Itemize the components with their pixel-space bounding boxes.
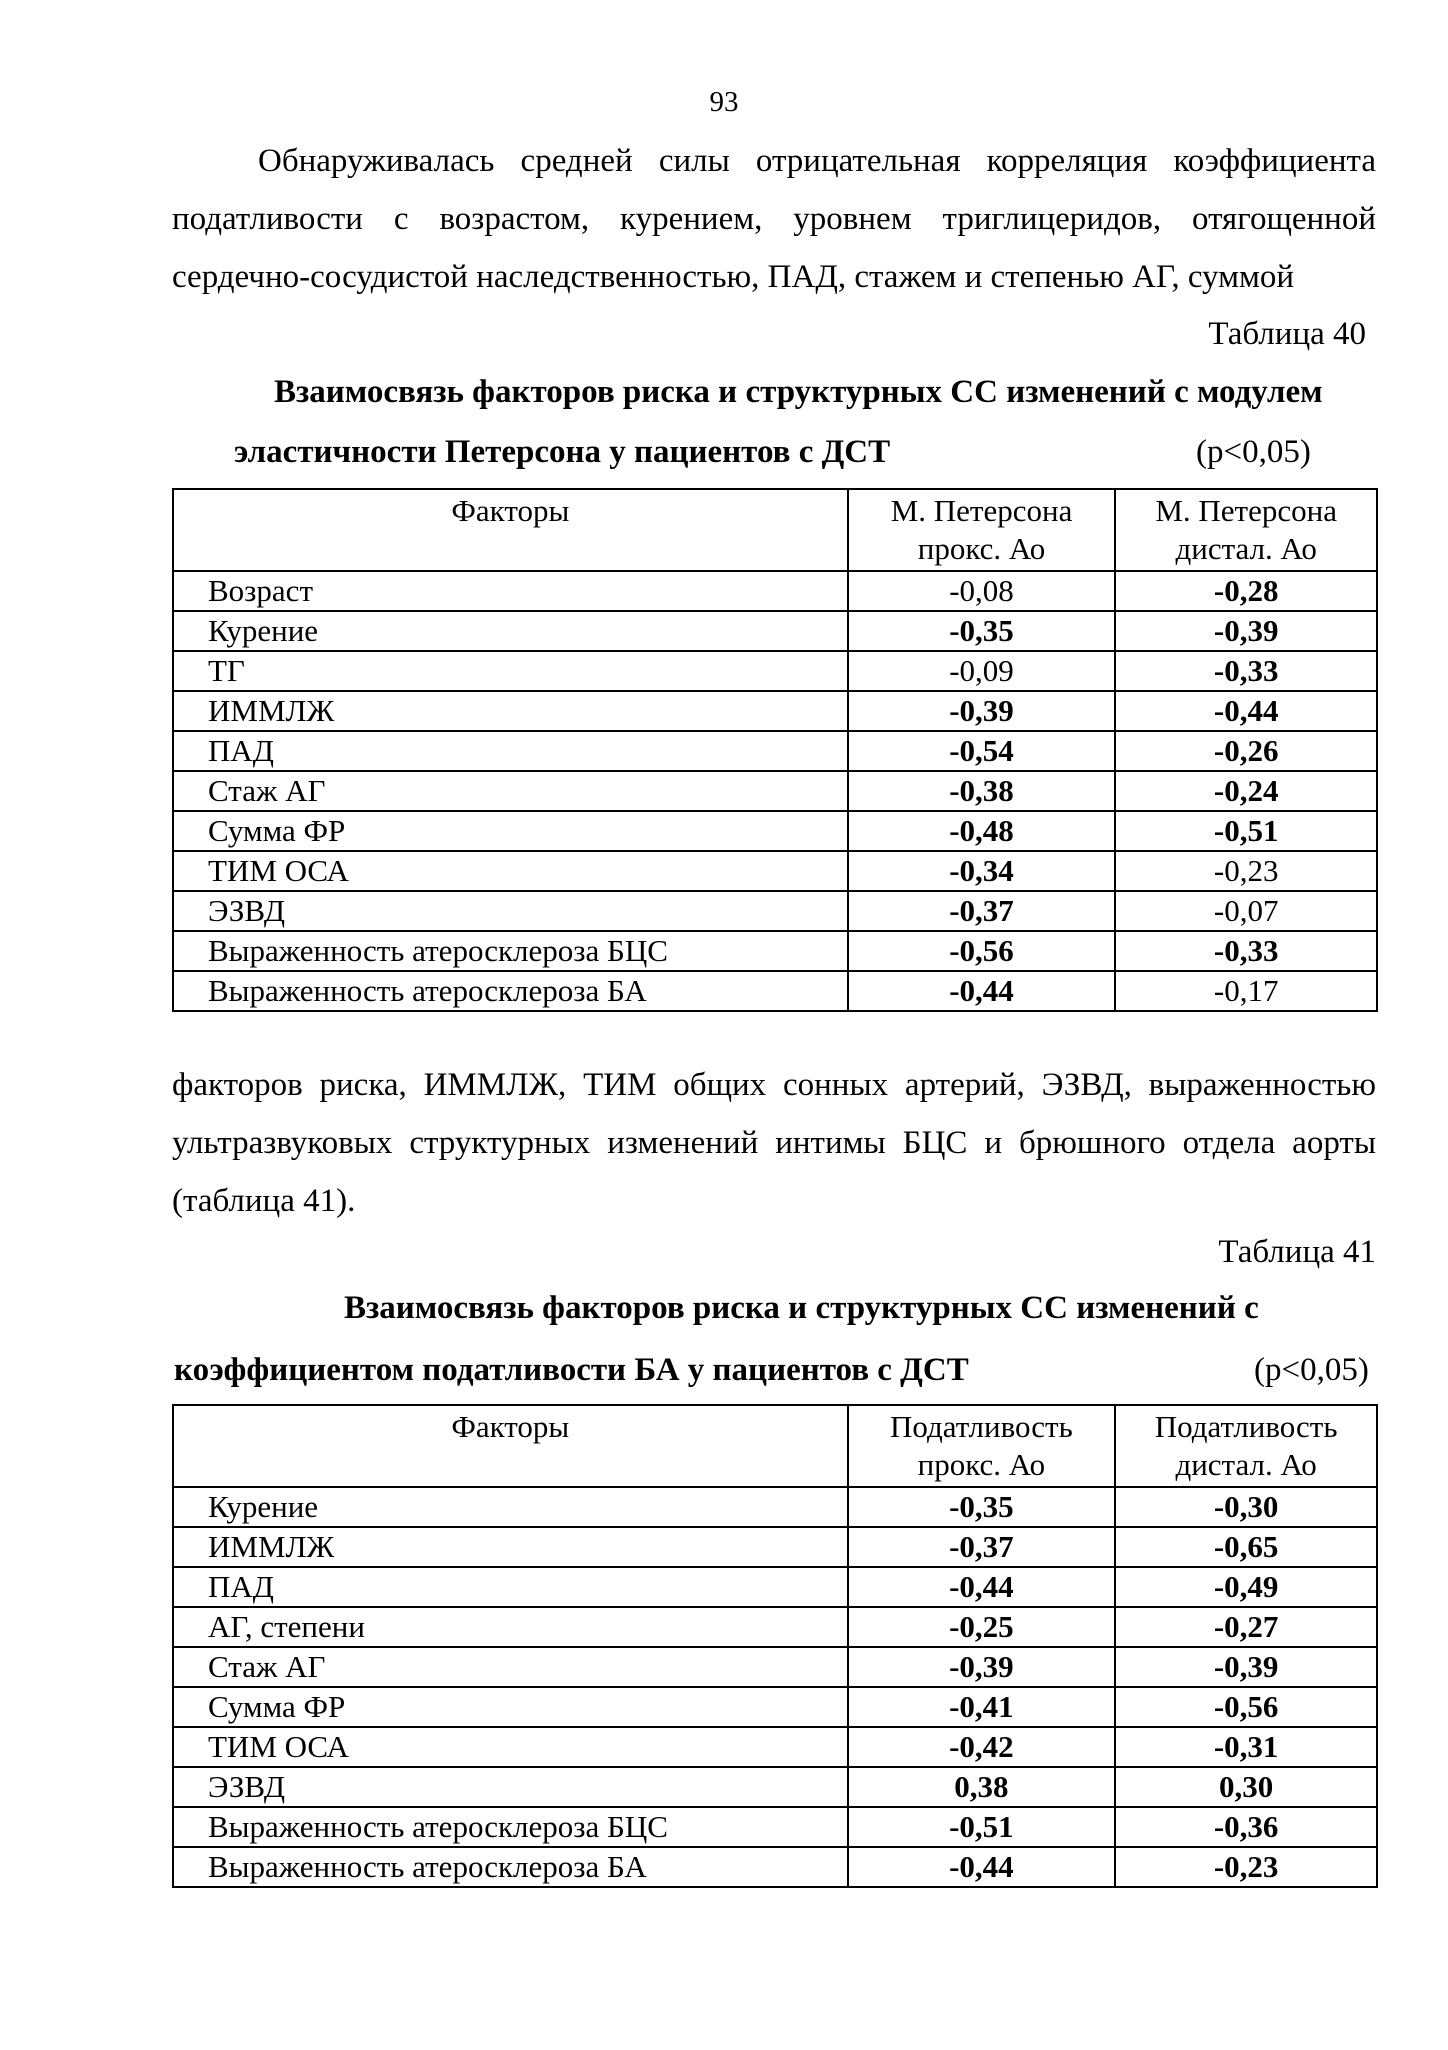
table-row bbox=[173, 891, 1377, 931]
table-row bbox=[173, 1567, 1377, 1607]
factor-cell: Курение bbox=[173, 611, 848, 651]
paragraph-1-text: Обнаруживалась средней силы отрицательная корреляция коэффициента податливости с возрастом, курением, уровнем триглицеридов, отягощенной сердечно-сосудистой наследственностью, ПАД, стажем и степенью АГ, суммой bbox=[172, 143, 1376, 295]
table-row bbox=[173, 1527, 1377, 1567]
factor-cell: Возраст bbox=[173, 571, 848, 611]
table-row bbox=[173, 651, 1377, 691]
factor-cell: ПАД bbox=[173, 1567, 848, 1607]
table-40-title-line-1: Взаимосвязь факторов риска и структурных СС изменений с модулем bbox=[274, 374, 1323, 410]
prox-value-cell: -0,51 bbox=[848, 1807, 1116, 1847]
dist-value-cell: -0,26 bbox=[1115, 731, 1377, 771]
dist-value-cell: -0,28 bbox=[1115, 571, 1377, 611]
dist-value-cell: -0,07 bbox=[1115, 891, 1377, 931]
table-row bbox=[173, 1767, 1377, 1807]
table-row bbox=[173, 971, 1377, 1011]
dist-value-cell: -0,39 bbox=[1115, 1647, 1377, 1687]
table-row bbox=[173, 1687, 1377, 1727]
dist-value-cell: -0,44 bbox=[1115, 691, 1377, 731]
prox-value-cell: -0,34 bbox=[848, 851, 1116, 891]
factor-cell: ТИМ ОСА bbox=[173, 851, 848, 891]
prox-value-cell: -0,39 bbox=[848, 1647, 1116, 1687]
table-row bbox=[173, 731, 1377, 771]
factor-cell: ТИМ ОСА bbox=[173, 1727, 848, 1767]
prox-value-cell: -0,39 bbox=[848, 691, 1116, 731]
table-row bbox=[173, 1487, 1377, 1527]
table-40-header-row bbox=[173, 489, 1377, 571]
page-number: 93 bbox=[709, 86, 739, 118]
prox-value-cell: -0,42 bbox=[848, 1727, 1116, 1767]
table-41-p-value: (p<0,05) bbox=[1254, 1352, 1369, 1388]
table-row bbox=[173, 1647, 1377, 1687]
dist-value-cell: -0,33 bbox=[1115, 931, 1377, 971]
dist-value-cell: -0,17 bbox=[1115, 971, 1377, 1011]
table-41-header-prox: Податливость прокс. Ао bbox=[848, 1405, 1116, 1487]
paragraph-2: факторов риска, ИММЛЖ, ТИМ общих сонных артерий, ЭЗВД, выраженностью ультразвуковых структурных изменений интимы БЦС и брюшного отдела аорты (таблица 41). bbox=[172, 1067, 1376, 1219]
prox-value-cell: -0,56 bbox=[848, 931, 1116, 971]
prox-value-cell: -0,37 bbox=[848, 1527, 1116, 1567]
dist-value-cell: -0,56 bbox=[1115, 1687, 1377, 1727]
table-40-header-factors: Факторы bbox=[173, 489, 848, 571]
factor-cell: ЭЗВД bbox=[173, 1767, 848, 1807]
dist-value-cell: -0,49 bbox=[1115, 1567, 1377, 1607]
dist-value-cell: -0,36 bbox=[1115, 1807, 1377, 1847]
table-40-title-line-2: эластичности Петерсона у пациентов с ДСТ bbox=[234, 434, 891, 470]
factor-cell: ТГ bbox=[173, 651, 848, 691]
dist-value-cell: -0,51 bbox=[1115, 811, 1377, 851]
table-41-header-dist: Податливость дистал. Ао bbox=[1115, 1405, 1377, 1487]
table-40-header-prox: М. Петерсона прокс. Ао bbox=[848, 489, 1116, 571]
factor-cell: Стаж АГ bbox=[173, 771, 848, 811]
factor-cell: Стаж АГ bbox=[173, 1647, 848, 1687]
table-41 bbox=[172, 1404, 1378, 1888]
table-40-label: Таблица 40 bbox=[1208, 316, 1366, 352]
factor-cell: Выраженность атеросклероза БА bbox=[173, 971, 848, 1011]
table-row bbox=[173, 811, 1377, 851]
table-41-label: Таблица 41 bbox=[1218, 1234, 1376, 1270]
prox-value-cell: -0,25 bbox=[848, 1607, 1116, 1647]
factor-cell: Выраженность атеросклероза БЦС bbox=[173, 931, 848, 971]
prox-value-cell: -0,08 bbox=[848, 571, 1116, 611]
table-row bbox=[173, 1847, 1377, 1887]
prox-value-cell: -0,48 bbox=[848, 811, 1116, 851]
dist-value-cell: -0,33 bbox=[1115, 651, 1377, 691]
table-row bbox=[173, 1607, 1377, 1647]
factor-cell: Курение bbox=[173, 1487, 848, 1527]
dist-value-cell: -0,23 bbox=[1115, 851, 1377, 891]
prox-value-cell: -0,41 bbox=[848, 1687, 1116, 1727]
paragraph-1 bbox=[172, 132, 1376, 306]
prox-value-cell: -0,35 bbox=[848, 1487, 1116, 1527]
prox-value-cell: -0,35 bbox=[848, 611, 1116, 651]
prox-value-cell: -0,38 bbox=[848, 771, 1116, 811]
factor-cell: ИММЛЖ bbox=[173, 1527, 848, 1567]
table-41-title-line-2: коэффициентом податливости БА у пациентов с ДСТ bbox=[174, 1352, 969, 1388]
table-row bbox=[173, 1727, 1377, 1767]
table-40-header-dist: М. Петерсона дистал. Ао bbox=[1115, 489, 1377, 571]
dist-value-cell: -0,39 bbox=[1115, 611, 1377, 651]
table-41-title-line-1: Взаимосвязь факторов риска и структурных СС изменений с bbox=[344, 1290, 1259, 1326]
dist-value-cell: -0,24 bbox=[1115, 771, 1377, 811]
table-40-p-value: (p<0,05) bbox=[1196, 434, 1311, 470]
factor-cell: ПАД bbox=[173, 731, 848, 771]
prox-value-cell: 0,38 bbox=[848, 1767, 1116, 1807]
dist-value-cell: -0,31 bbox=[1115, 1727, 1377, 1767]
table-40-body bbox=[173, 571, 1377, 1011]
prox-value-cell: -0,44 bbox=[848, 971, 1116, 1011]
table-row bbox=[173, 771, 1377, 811]
factor-cell: АГ, степени bbox=[173, 1607, 848, 1647]
table-row bbox=[173, 611, 1377, 651]
table-row bbox=[173, 691, 1377, 731]
table-row bbox=[173, 931, 1377, 971]
dist-value-cell: 0,30 bbox=[1115, 1767, 1377, 1807]
factor-cell: ИММЛЖ bbox=[173, 691, 848, 731]
table-41-body bbox=[173, 1487, 1377, 1887]
factor-cell: Сумма ФР bbox=[173, 1687, 848, 1727]
table-41-header-row bbox=[173, 1405, 1377, 1487]
dist-value-cell: -0,27 bbox=[1115, 1607, 1377, 1647]
dist-value-cell: -0,65 bbox=[1115, 1527, 1377, 1567]
table-40 bbox=[172, 488, 1378, 1012]
table-row bbox=[173, 571, 1377, 611]
table-41-header-factors: Факторы bbox=[173, 1405, 848, 1487]
factor-cell: Выраженность атеросклероза БЦС bbox=[173, 1807, 848, 1847]
table-row bbox=[173, 851, 1377, 891]
prox-value-cell: -0,54 bbox=[848, 731, 1116, 771]
dist-value-cell: -0,23 bbox=[1115, 1847, 1377, 1887]
factor-cell: Сумма ФР bbox=[173, 811, 848, 851]
factor-cell: Выраженность атеросклероза БА bbox=[173, 1847, 848, 1887]
prox-value-cell: -0,37 bbox=[848, 891, 1116, 931]
factor-cell: ЭЗВД bbox=[173, 891, 848, 931]
prox-value-cell: -0,09 bbox=[848, 651, 1116, 691]
prox-value-cell: -0,44 bbox=[848, 1847, 1116, 1887]
prox-value-cell: -0,44 bbox=[848, 1567, 1116, 1607]
dist-value-cell: -0,30 bbox=[1115, 1487, 1377, 1527]
table-row bbox=[173, 1807, 1377, 1847]
